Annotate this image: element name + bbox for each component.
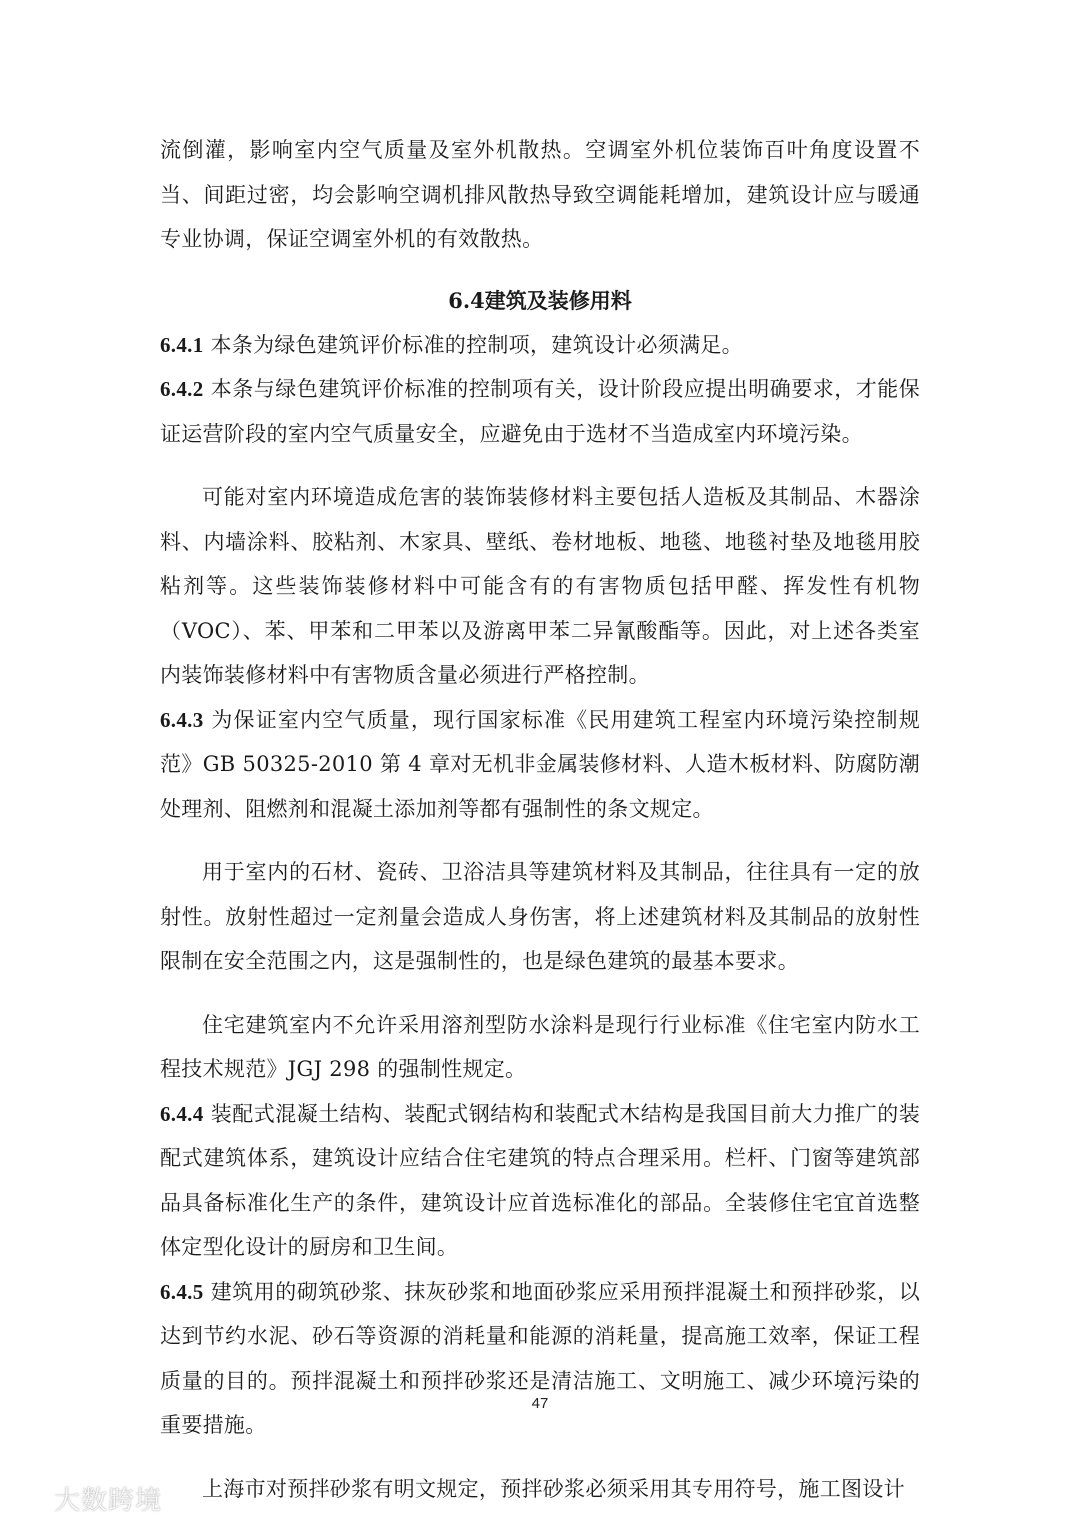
clause-number: 6.4.5 (160, 1279, 204, 1304)
clause-6-4-3 (160, 698, 920, 832)
clause-6-4-5 (160, 1270, 920, 1448)
body-paragraph-0: 流倒灌，影响室内空气质量及室外机散热。空调室外机位装饰百叶角度设置不当、间距过密，均会影响空调机排风散热导致空调能耗增加，建筑设计应与暖通专业协调，保证空调室外机的有效散热。 (160, 138, 920, 251)
clause-text: 装配式混凝土结构、装配式钢结构和装配式木结构是我国目前大力推广的装配式建筑体系，建筑设计应结合住宅建筑的特点合理采用。栏杆、门窗等建筑部品具备标准化生产的条件，建筑设计应首选标准化的部品。全装修住宅宜首选整体定型化设计的厨房和卫生间。 (160, 1101, 920, 1259)
section-heading: 6.4建筑及装修用料 (448, 287, 632, 313)
page-number: 47 (531, 1395, 549, 1412)
clause-number: 6.4.1 (160, 332, 204, 357)
clause-6-4-1 (160, 323, 920, 368)
clause-text: 建筑用的砌筑砂浆、抹灰砂浆和地面砂浆应采用预拌混凝土和预拌砂浆，以达到节约水泥、砂石等资源的消耗量和能源的消耗量，提高施工效率，保证工程质量的目的。预拌混凝土和预拌砂浆还是清洁施工、文明施工、减少环境污染的重要措施。 (160, 1279, 920, 1437)
body-paragraph-materials: 可能对室内环境造成危害的装饰装修材料主要包括人造板及其制品、木器涂料、内墙涂料、胶粘剂、木家具、壁纸、卷材地板、地毯、地毯衬垫及地毯用胶粘剂等。这些装饰装修材料中可能含有的有害物质包括甲醛、挥发性有机物（VOC）、苯、甲苯和二甲苯以及游离甲苯二异氰酸酯等。因此，对上述各类室内装饰装修材料中有害物质含量必须进行严格控制。 (160, 485, 920, 687)
clause-number: 6.4.4 (160, 1101, 204, 1126)
watermark (8, 1480, 162, 1516)
body-paragraph-waterproof: 住宅建筑室内不允许采用溶剂型防水涂料是现行行业标准《住宅室内防水工程技术规范》JGJ 298 的强制性规定。 (160, 1012, 920, 1081)
clause-text: 本条为绿色建筑评价标准的控制项，建筑设计必须满足。 (210, 332, 743, 357)
body-paragraph-radioactivity: 用于室内的石材、瓷砖、卫浴洁具等建筑材料及其制品，往往具有一定的放射性。放射性超过一定剂量会造成人身伤害，将上述建筑材料及其制品的放射性限制在安全范围之内，这是强制性的，也是绿色建筑的最基本要求。 (160, 860, 920, 973)
clause-6-4-2 (160, 367, 920, 456)
clause-number: 6.4.3 (160, 707, 204, 732)
clause-text: 为保证室内空气质量，现行国家标准《民用建筑工程室内环境污染控制规范》GB 50325-2010 第 4 章对无机非金属装修材料、人造木板材料、防腐防潮处理剂、阻燃剂和混凝土添加剂等都有强制性的条文规定。 (160, 707, 920, 821)
clause-text: 本条与绿色建筑评价标准的控制项有关，设计阶段应提出明确要求，才能保证运营阶段的室内空气质量安全，应避免由于选材不当造成室内环境污染。 (160, 377, 920, 446)
clause-6-4-4 (160, 1092, 920, 1270)
watermark-text: 大数跨境 (54, 1485, 163, 1516)
clause-number: 6.4.2 (160, 377, 204, 401)
page-content (160, 128, 920, 1511)
body-paragraph-shanghai: 上海市对预拌砂浆有明文规定，预拌砂浆必须采用其专用符号，施工图设计 (202, 1476, 905, 1501)
weibo-logo-icon (8, 1483, 48, 1513)
